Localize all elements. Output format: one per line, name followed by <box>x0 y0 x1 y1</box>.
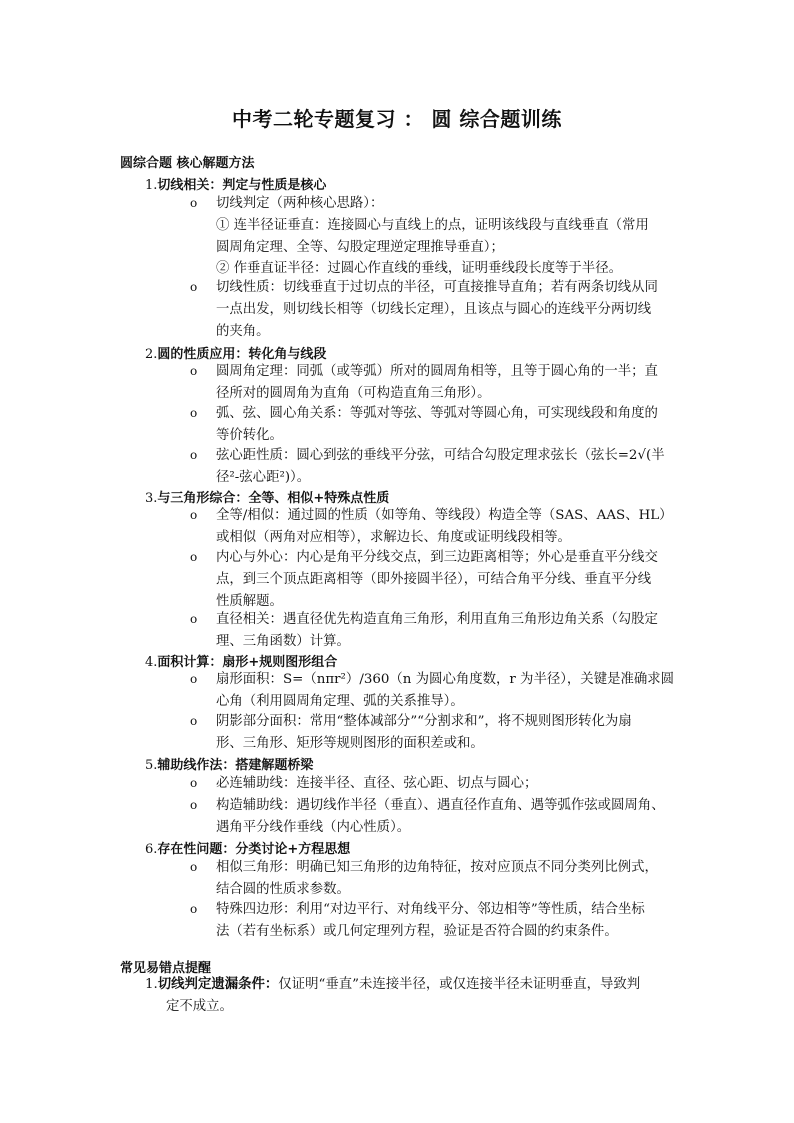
bullet-line: 圆周角定理、全等、勾股定理逆定理推导垂直）； <box>216 239 504 255</box>
bullet-line: 弧、弦、圆心角关系：等弧对等弦、等弧对等圆心角，可实现线段和角度的 <box>216 406 658 421</box>
mistake-text: 仅证明“垂直”未连接半径，或仅连接半径未证明垂直，导致判 <box>278 977 641 992</box>
bullet-line: 点，到三个顶点距离相等（即外接圆半径），可结合角平分线、垂直平分线 <box>216 571 652 587</box>
bullet-line: 切线判定（两种核心思路）： <box>216 196 384 211</box>
bullet-marker-icon: o <box>190 798 198 812</box>
bullet-marker-icon: o <box>190 280 198 294</box>
item-label: 切线相关：判定与性质是核心 <box>157 178 327 193</box>
bullet-line: 内心与外心：内心是角平分线交点，到三边距离相等；外心是垂直平分线交 <box>216 550 658 565</box>
bullet-marker-icon: o <box>190 776 198 790</box>
bullet-line: 的夹角。 <box>216 323 270 339</box>
bullet-marker-icon: o <box>190 902 198 916</box>
bullet-line: 扇形面积：S=（nπr²）/360（n 为圆心角度数，r 为半径），关键是准确求圆 <box>216 672 675 687</box>
item-number: 3. <box>145 491 158 506</box>
bullet-line: 性质解题。 <box>216 593 283 609</box>
item-label: 存在性问题：分类讨论+方程思想 <box>157 842 351 857</box>
item-label: 面积计算：扇形+规则图形组合 <box>157 655 338 670</box>
bullet-line: 径²-弦心距²)）。 <box>216 469 311 485</box>
item-2-heading <box>145 343 326 362</box>
item-number: 6. <box>145 842 158 857</box>
bullet-line: 一点出发，则切线长相等（切线长定理），且该点与圆心的连线平分两切线 <box>216 301 652 317</box>
mistake-text-continued: 定不成立。 <box>166 998 233 1014</box>
bullet-marker-icon: o <box>190 196 198 210</box>
bullet-marker-icon: o <box>190 448 198 462</box>
bullet-line: 形、三角形、矩形等规则图形的面积差或和。 <box>216 735 484 751</box>
bullet-line: ② 作垂直证半径：过圆心作直线的垂线，证明垂线段长度等于半径。 <box>216 261 622 277</box>
item-number: 1. <box>145 977 158 992</box>
mistake-item-1 <box>145 974 685 1018</box>
bullet-line: 遇角平分线作垂线（内心性质）。 <box>216 819 411 835</box>
item-number: 1. <box>145 178 158 193</box>
page-title: 中考二轮专题复习 ： 圆 综合题训练 <box>232 107 562 131</box>
bullet-line: 径所对的圆周角为直角（可构造直角三角形）。 <box>216 385 491 401</box>
section-heading-methods: 圆综合题 核心解题方法 <box>120 156 255 171</box>
bullet-line: 相似三角形：明确已知三角形的边角特征，按对应顶点不同分类列比例式， <box>216 860 658 875</box>
bullet-line: 理、三角函数）计算。 <box>216 633 350 649</box>
bullet-line: 直径相关：遇直径优先构造直角三角形，利用直角三角形边角关系（勾股定 <box>216 612 658 627</box>
item-6-heading <box>145 838 350 857</box>
bullet-line: 或相似（两角对应相等），求解边长、角度或证明线段相等。 <box>216 529 571 545</box>
bullet-line: 结合圆的性质求参数。 <box>216 881 350 897</box>
bullet-line: ① 连半径证垂直：连接圆心与直线上的点，证明该线段与直线垂直（常用 <box>216 217 649 233</box>
bullet-marker-icon: o <box>190 672 198 686</box>
bullet-line: 特殊四边形：利用“对边平行、对角线平分、邻边相等”等性质，结合坐标 <box>216 902 645 917</box>
bullet-line: 弦心距性质：圆心到弦的垂线平分弦，可结合勾股定理求弦长（弦长=2√(半 <box>216 448 665 463</box>
bullet-marker-icon: o <box>190 406 198 420</box>
bullet-marker-icon: o <box>190 860 198 874</box>
bullet-line: 构造辅助线：遇切线作半径（垂直）、遇直径作直角、遇等弧作弦或圆周角、 <box>216 798 665 813</box>
item-5-heading <box>145 754 313 773</box>
item-label: 辅助线作法：搭建解题桥梁 <box>157 758 314 773</box>
bullet-marker-icon: o <box>190 508 198 522</box>
bullet-line: 心角（利用圆周角定理、弧的关系推导）。 <box>216 693 464 709</box>
bullet-line: 全等/相似：通过圆的性质（如等角、等线段）构造全等（SAS、AAS、HL） <box>216 508 673 523</box>
bullet-marker-icon: o <box>190 364 198 378</box>
bullet-marker-icon: o <box>190 550 198 564</box>
item-1-heading <box>145 174 326 193</box>
bullet-line: 法（若有坐标系）或几何定理列方程，验证是否符合圆的约束条件。 <box>216 923 618 939</box>
bullet-line: 等价转化。 <box>216 427 283 443</box>
item-number: 4. <box>145 655 158 670</box>
section-heading-mistakes: 常见易错点提醒 <box>120 961 212 976</box>
bullet-line: 切线性质：切线垂直于过切点的半径，可直接推导直角；若有两条切线从同 <box>216 280 658 295</box>
item-label: 圆的性质应用：转化角与线段 <box>157 347 327 362</box>
bullet-line: 必连辅助线：连接半径、直径、弦心距、切点与圆心； <box>216 776 538 791</box>
mistake-label: 切线判定遗漏条件： <box>157 976 279 992</box>
item-number: 5. <box>145 758 158 773</box>
bullet-marker-icon: o <box>190 714 198 728</box>
bullet-line: 阴影部分面积：常用“整体减部分”“分割求和”，将不规则图形转化为扇 <box>216 714 632 729</box>
item-3-heading <box>145 487 389 506</box>
item-label: 与三角形综合：全等、相似+特殊点性质 <box>157 491 390 506</box>
bullet-line: 圆周角定理：同弧（或等弧）所对的圆周角相等，且等于圆心角的一半；直 <box>216 364 658 379</box>
item-number: 2. <box>145 347 158 362</box>
item-4-heading <box>145 651 337 670</box>
bullet-marker-icon: o <box>190 612 198 626</box>
